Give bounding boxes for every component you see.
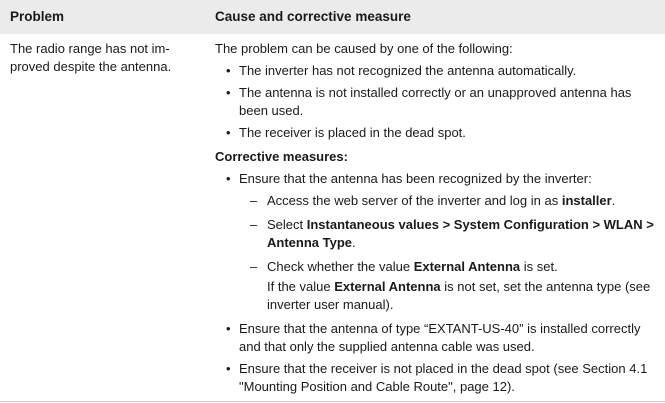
table-header [0,0,665,34]
cause-item: • The receiver is placed in the dead spot. [215,124,655,142]
measure-item [215,170,655,314]
step-text: . [352,235,356,250]
header-problem: Problem [10,9,65,24]
cause-cell [215,40,655,400]
measure-text: Ensure that the antenna has been recognized by the inverter: [239,171,592,186]
step-text: is set. [520,259,558,274]
step-text: . [611,193,616,208]
note-text: If the value [267,279,335,294]
step-item [239,192,655,210]
cause-item: • The inverter has not recognized the antenna automatically. [215,62,655,80]
cause-intro: The problem can be caused by one of the following: [215,41,513,56]
measure-item: • Ensure that the antenna of type “EXTANT-US-40” is installed correctly and that only the supplied antenna cable was used. [215,320,655,356]
step-note [267,278,655,314]
column-divider [204,34,205,402]
step-bold: installer [561,193,612,208]
measure-steps [239,192,655,314]
corrective-heading: Corrective measures: [215,149,348,164]
step-bold: Instantaneous values > System Configuration > WLAN > Antenna Type [267,217,654,250]
measure-item: • Ensure that the receiver is not placed in the dead spot (see Section 4.1 "Mounting Position and Cable Route", page 12). [215,360,655,396]
header-cause: Cause and corrective measure [215,9,411,24]
cause-list [215,62,655,142]
step-text: Select [267,217,307,232]
step-text: Check whether the value [267,259,414,274]
note-text: is not set, set the antenna type (see inverter user manual). [267,279,651,312]
bottom-rule [0,401,665,402]
measure-list [215,170,655,396]
problem-cell: The radio range has not im-proved despite the antenna. [10,41,172,74]
step-text: Access the web server of the inverter and log in as [267,193,562,208]
step-item [239,258,655,314]
step-bold: External Antenna [413,259,521,274]
note-bold: External Antenna [334,279,441,294]
step-item [239,216,655,252]
cause-item: • The antenna is not installed correctly or an unapproved antenna has been used. [215,84,655,120]
